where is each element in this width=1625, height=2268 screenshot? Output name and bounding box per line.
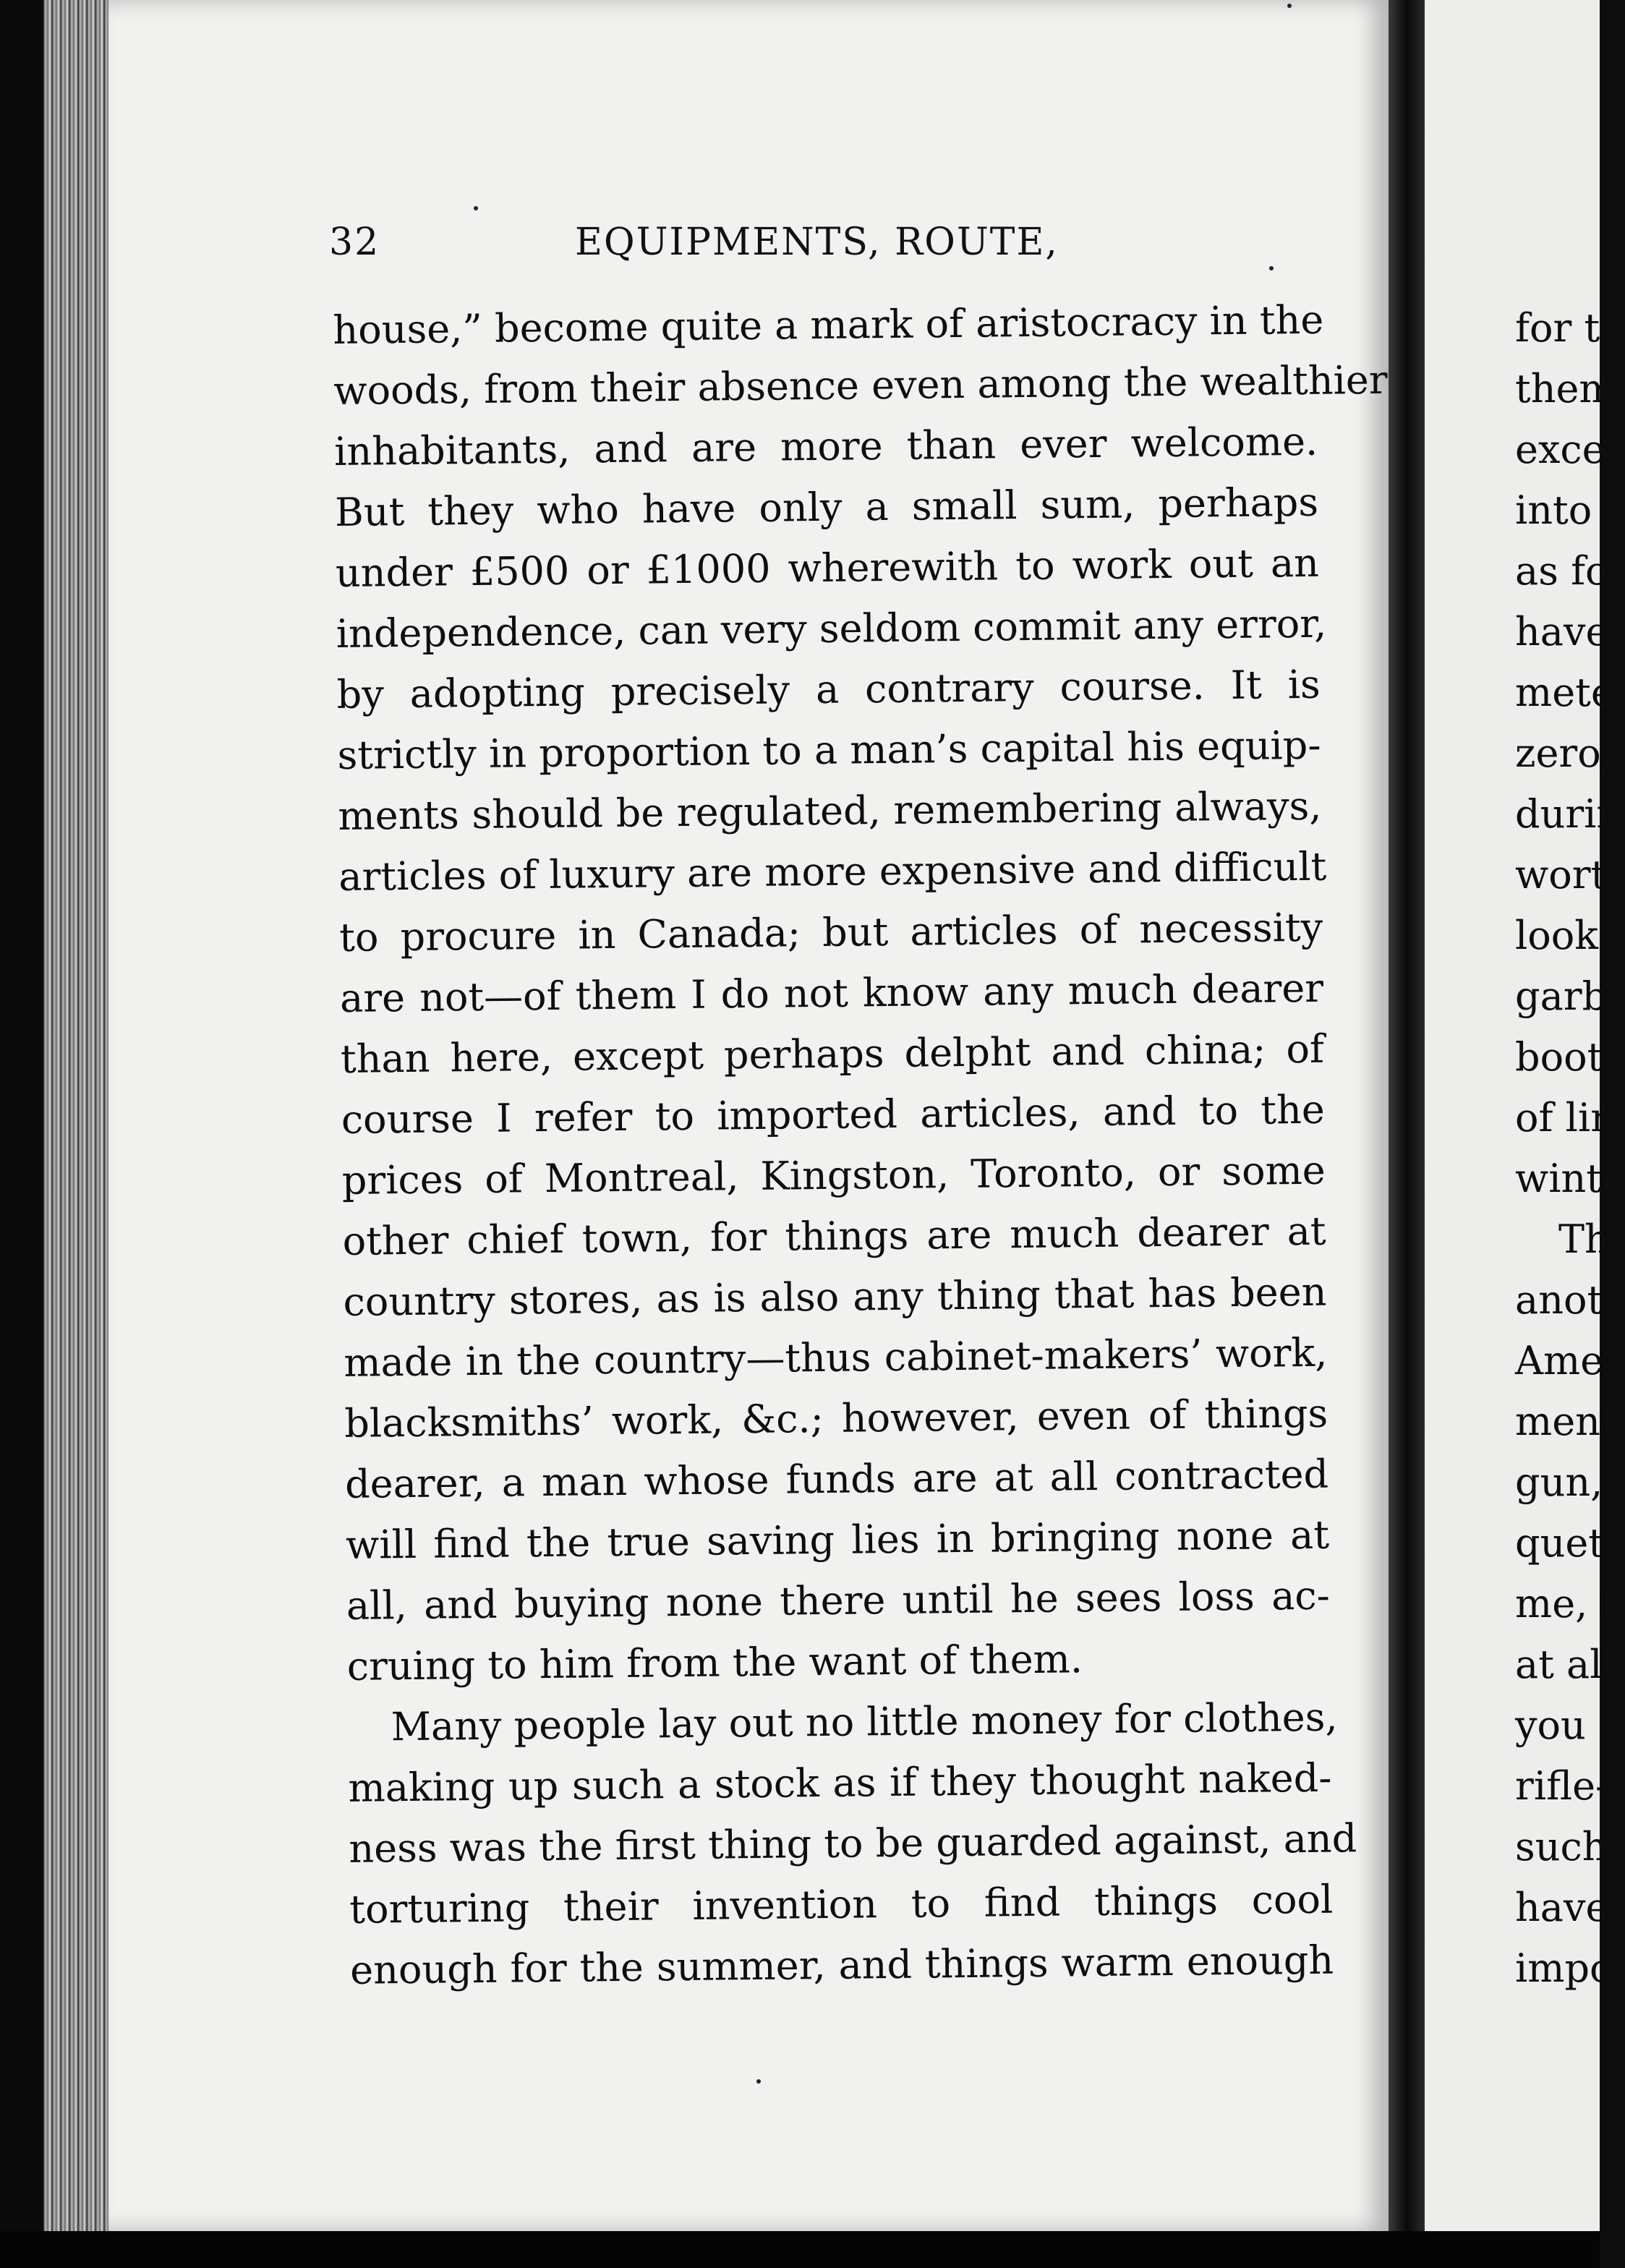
facing-line: rifle-: [1515, 1763, 1609, 1809]
running-head: [329, 221, 1320, 278]
text-line: But they who have only a small sum, perhaps: [334, 479, 1319, 535]
text-line: torturing their invention to find things cool: [349, 1876, 1334, 1932]
text-line: independence, can very seldom commit any error,: [336, 600, 1327, 657]
text-line: house,” become quite a mark of aristocracy in the: [333, 297, 1324, 353]
facing-line: at all: [1515, 1642, 1615, 1687]
text-line: ness was the first thing to be guarded against, and: [349, 1815, 1357, 1872]
text-line: under £500 or £1000 wherewith to work out an: [335, 540, 1320, 596]
facing-line: mete: [1515, 670, 1614, 715]
text-line: all, and buying none there until he sees loss ac-: [346, 1572, 1331, 1629]
facing-line: me, t: [1515, 1581, 1616, 1627]
facing-line: anot: [1515, 1277, 1603, 1323]
facing-line: look: [1515, 913, 1599, 958]
text-line: made in the country—thus cabinet-makers’ work,: [344, 1329, 1328, 1386]
page-edges: [43, 0, 112, 2268]
facing-line: gun,: [1515, 1459, 1603, 1505]
text-line: are not—of them I do not know any much dearer: [339, 965, 1324, 1021]
facing-line: durin: [1515, 791, 1622, 837]
text-line: ments should be regulated, remembering always,: [338, 783, 1322, 839]
facing-line: as fo: [1515, 548, 1609, 594]
text-line: enough for the summer, and things warm enough: [349, 1937, 1334, 1993]
facing-line: for t: [1515, 305, 1600, 351]
text-line: will find the true saving lies in bringing none at: [345, 1512, 1330, 1568]
facing-line: exce: [1515, 427, 1605, 472]
facing-line: quet: [1515, 1520, 1605, 1566]
text-line: blacksmiths’ work, &c.; however, even of things: [344, 1390, 1328, 1446]
text-line: than here, except perhaps delpht and china; of: [340, 1026, 1325, 1082]
facing-line: Ame: [1515, 1338, 1604, 1384]
scan-border-bottom: [0, 2231, 1600, 2268]
text-line: prices of Montreal, Kingston, Toronto, or some: [341, 1147, 1326, 1203]
text-line: other chief town, for things are much dearer at: [342, 1208, 1326, 1264]
text-line: Many people lay out no little money for clothes,: [391, 1694, 1338, 1750]
facing-line: wort: [1515, 852, 1607, 898]
facing-line: boot: [1515, 1034, 1603, 1080]
ink-speck: [1287, 4, 1292, 8]
text-line: inhabitants, and are more than ever welcome.: [333, 418, 1318, 474]
facing-line: impo: [1515, 1945, 1613, 1991]
facing-line: you: [1515, 1702, 1586, 1748]
facing-line: winte: [1515, 1156, 1625, 1201]
text-line: strictly in proportion to a man’s capital his equip-: [337, 722, 1321, 778]
text-line: woods, from their absence even among the wealthier: [333, 357, 1388, 414]
text-line: making up such a stock as if they thought naked-: [348, 1755, 1332, 1811]
facing-line: such: [1515, 1824, 1608, 1870]
ink-speck: [474, 206, 478, 210]
text-line: articles of luxury are more expensive and difficult: [338, 843, 1327, 900]
facing-line: of lin: [1515, 1095, 1616, 1141]
ink-speck: [756, 2079, 761, 2084]
book-gutter: [1389, 0, 1425, 2268]
facing-line: ment: [1515, 1399, 1616, 1444]
text-line: course I refer to imported articles, and to the: [341, 1086, 1326, 1143]
text-line: country stores, as is also any thing that has been: [343, 1269, 1327, 1325]
text-line: by adopting precisely a contrary course. It is: [336, 661, 1321, 717]
page-number: 32: [329, 221, 380, 264]
facing-line: have: [1515, 1885, 1609, 1930]
text-line: dearer, a man whose funds are at all contracted: [344, 1451, 1329, 1507]
facing-page-text: [1515, 298, 1625, 1999]
facing-line: Th: [1558, 1216, 1610, 1262]
scan-border: [0, 0, 43, 2268]
body-text: [333, 290, 1388, 2001]
facing-line: have: [1515, 609, 1609, 655]
facing-line: garb: [1515, 973, 1608, 1019]
facing-line: zero,: [1515, 730, 1613, 776]
facing-line: them: [1515, 366, 1616, 412]
text-line: to procure in Canada; but articles of necessity: [338, 904, 1323, 960]
text-line: cruing to him from the want of them.: [346, 1636, 1083, 1689]
running-title: EQUIPMENTS, ROUTE,: [575, 221, 1059, 264]
facing-line: into: [1515, 487, 1592, 533]
ink-speck: [1269, 266, 1274, 270]
